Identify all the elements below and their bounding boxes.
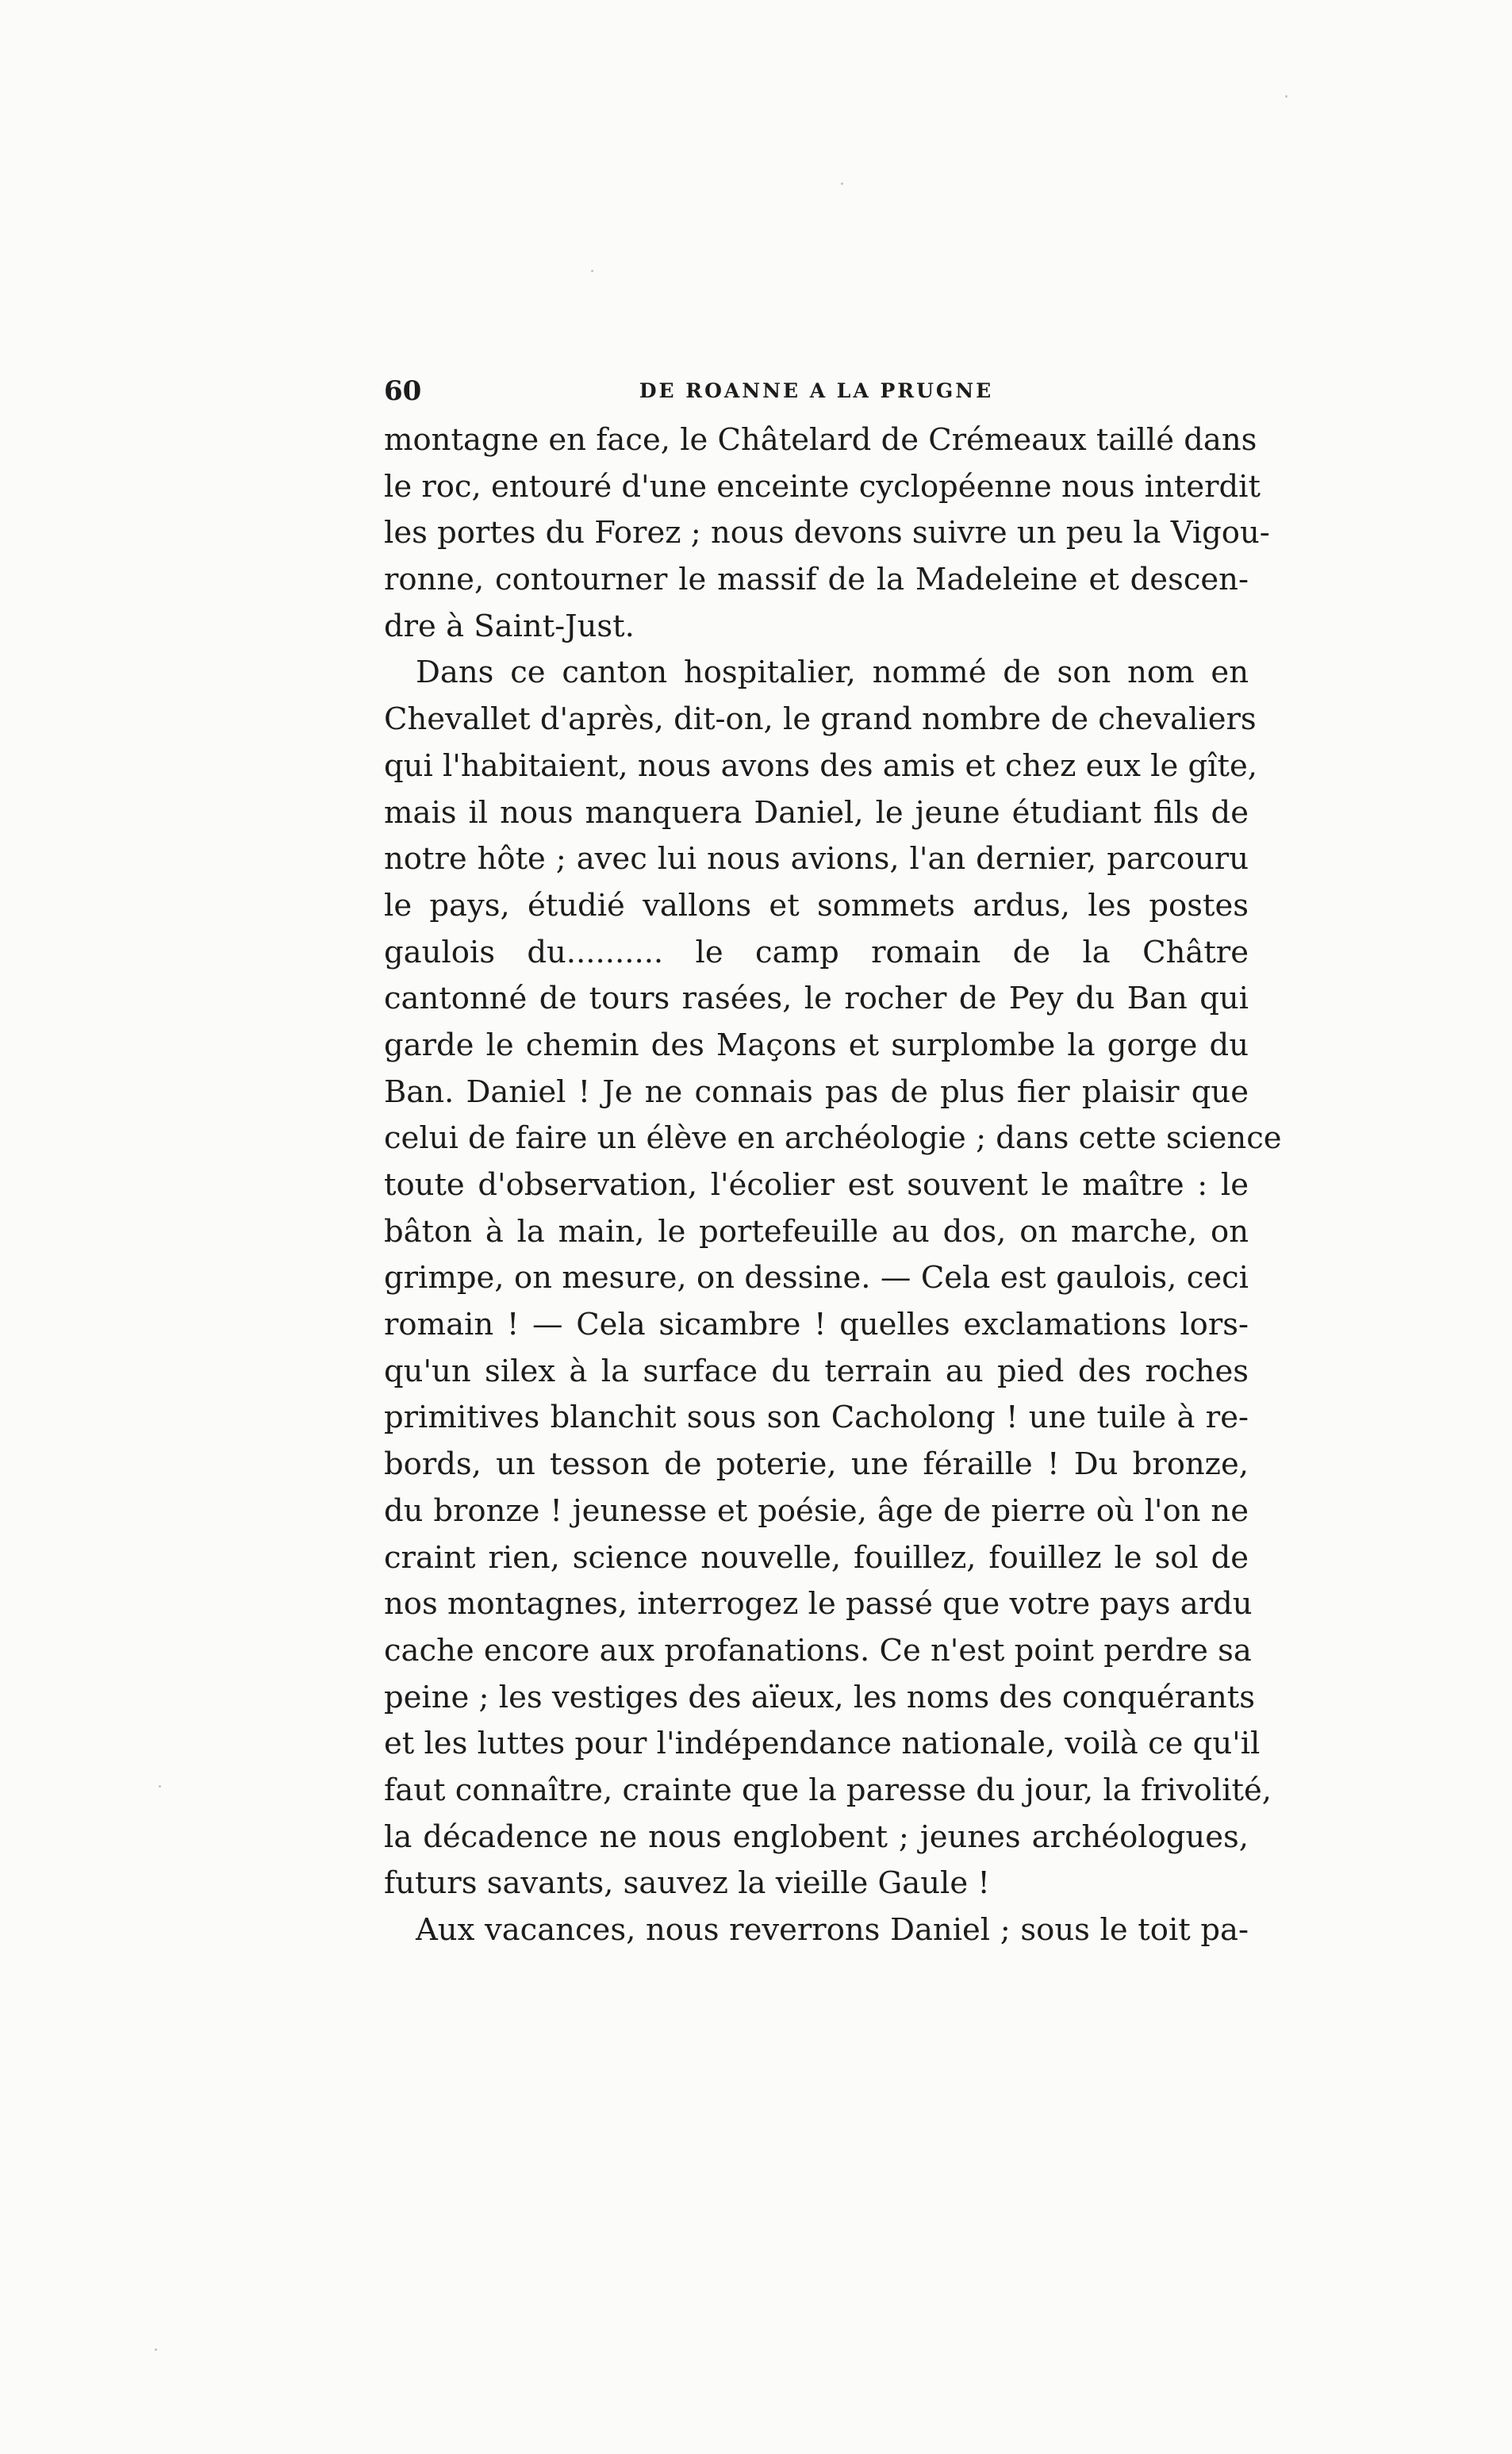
text-line: dre à Saint-Just. (384, 608, 635, 644)
scan-speck (591, 270, 593, 272)
running-title: DE ROANNE A LA PRUGNE (639, 379, 994, 402)
scan-speck (841, 182, 843, 185)
text-line: toute d'observation, l'écolier est souvent le maître : le (384, 1167, 1249, 1203)
scan-speck (159, 1785, 161, 1788)
text-line: du bronze ! jeunesse et poésie, âge de pierre où l'on ne (384, 1492, 1249, 1529)
text-line: primitives blanchit sous son Cacholong ! une tuile à re- (384, 1400, 1249, 1436)
text-line: nos montagnes, interrogez le passé que votre pays ardu (384, 1586, 1253, 1623)
page-header (384, 371, 1249, 411)
text-line: qu'un silex à la surface du terrain au pied des roches (384, 1353, 1249, 1389)
text-line: peine ; les vestiges des aïeux, les noms des conquérants (384, 1679, 1255, 1715)
text-line: et les luttes pour l'indépendance nationale, voilà ce qu'il (384, 1726, 1261, 1762)
text-line: notre hôte ; avec lui nous avions, l'an dernier, parcouru (384, 841, 1249, 878)
body-text (384, 417, 1282, 1954)
text-line: celui de faire un élève en archéologie ; dans cette science (384, 1120, 1282, 1157)
text-line: bords, un tesson de poterie, une féraille ! Du bronze, (384, 1446, 1249, 1483)
text-line: cache encore aux profanations. Ce n'est point perdre sa (384, 1632, 1252, 1669)
text-line: cantonné de tours rasées, le rocher de Pey du Ban qui (384, 981, 1249, 1017)
text-line: garde le chemin des Maçons et surplombe la gorge du (384, 1027, 1249, 1063)
text-line: Aux vacances, nous reverrons Daniel ; sous le toit pa- (416, 1912, 1249, 1948)
text-line: Dans ce canton hospitalier, nommé de son nom en (416, 655, 1249, 691)
scan-speck (1285, 95, 1288, 98)
text-line: grimpe, on mesure, on dessine. — Cela est gaulois, ceci (384, 1260, 1249, 1296)
text-line: craint rien, science nouvelle, fouillez, fouillez le sol de (384, 1539, 1249, 1576)
text-line: futurs savants, sauvez la vieille Gaule ! (384, 1865, 990, 1902)
page-number: 60 (384, 375, 422, 407)
text-line: la décadence ne nous englobent ; jeunes archéologues, (384, 1818, 1249, 1855)
text-line: montagne en face, le Châtelard de Crémeaux taillé dans (384, 422, 1257, 458)
text-line: qui l'habitaient, nous avons des amis et chez eux le gîte, (384, 747, 1257, 784)
text-line: le pays, étudié vallons et sommets ardus, les postes (384, 887, 1249, 924)
text-line: les portes du Forez ; nous devons suivre un peu la Vigou- (384, 515, 1270, 551)
text-line: faut connaître, crainte que la paresse du jour, la frivolité, (384, 1772, 1272, 1808)
text-line: bâton à la main, le portefeuille au dos, on marche, on (384, 1213, 1249, 1250)
text-line: Ban. Daniel ! Je ne connais pas de plus fier plaisir que (384, 1073, 1249, 1110)
text-line: le roc, entouré d'une enceinte cyclopéenne nous interdit (384, 468, 1261, 505)
scan-speck (155, 2348, 157, 2351)
text-line: mais il nous manquera Daniel, le jeune étudiant fils de (384, 794, 1249, 831)
text-line: gaulois du.......... le camp romain de la Châtre (384, 934, 1249, 970)
text-line: romain ! — Cela sicambre ! quelles exclamations lors- (384, 1307, 1249, 1343)
text-line: ronne, contourner le massif de la Madeleine et descen- (384, 562, 1249, 598)
text-line: Chevallet d'après, dit-on, le grand nombre de chevaliers (384, 701, 1257, 738)
